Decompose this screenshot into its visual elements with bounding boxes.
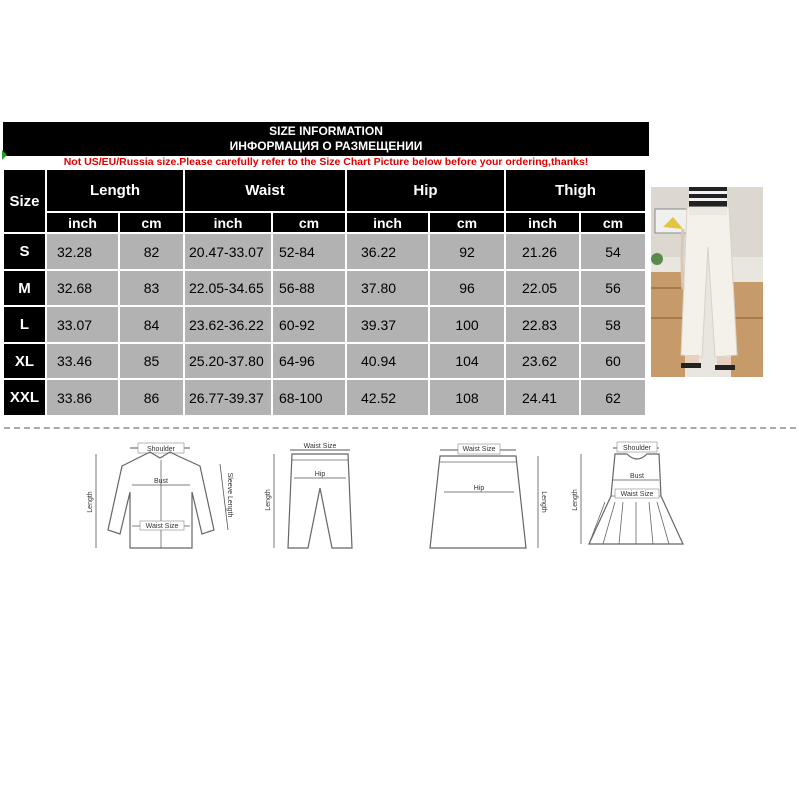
size-label-cell: XXL <box>4 380 45 415</box>
product-photo <box>651 187 763 377</box>
table-cell: 32.68 <box>47 271 118 305</box>
table-cell: 68-100 <box>273 380 345 415</box>
table-cell: 108 <box>430 380 504 415</box>
table-cell: 42.52 <box>347 380 428 415</box>
unit-header-cm: cm <box>430 213 504 232</box>
table-cell: 84 <box>120 307 183 342</box>
size-column-header: Size <box>4 170 45 232</box>
size-information-banner <box>3 122 649 156</box>
shirt-shoulder-label: Shoulder <box>146 446 176 453</box>
table-cell: 86 <box>120 380 183 415</box>
unit-header-inch: inch <box>506 213 579 232</box>
table-cell: 96 <box>430 271 504 305</box>
table-cell: 60-92 <box>273 307 345 342</box>
size-label-cell: S <box>4 234 45 269</box>
table-cell: 40.94 <box>347 344 428 378</box>
title-english: SIZE INFORMATION <box>269 124 383 138</box>
table-cell: 62 <box>581 380 645 415</box>
thigh-header: Thigh <box>506 170 645 211</box>
size-label-cell: XL <box>4 344 45 378</box>
table-cell: 20.47-33.07 <box>185 234 271 269</box>
table-cell: 39.37 <box>347 307 428 342</box>
skirt-hip-label: Hip <box>473 485 485 492</box>
table-cell: 26.77-39.37 <box>185 380 271 415</box>
table-cell: 24.41 <box>506 380 579 415</box>
table-cell: 104 <box>430 344 504 378</box>
size-notice: Not US/EU/Russia size.Please carefully refer to the Size Chart Picture below before your ordering,thanks! <box>63 156 589 168</box>
table-cell: 32.28 <box>47 234 118 269</box>
table-cell: 33.86 <box>47 380 118 415</box>
dress-diagram <box>572 440 695 560</box>
size-label-cell: L <box>4 307 45 342</box>
dress-waist-label: Waist Size <box>620 491 654 498</box>
table-cell: 23.62 <box>506 344 579 378</box>
shirt-bust-label: Bust <box>153 478 169 485</box>
hip-header: Hip <box>347 170 504 211</box>
unit-header-inch: inch <box>185 213 271 232</box>
dress-shoulder-label: Shoulder <box>622 445 652 452</box>
table-cell: 22.05 <box>506 271 579 305</box>
table-cell: 33.46 <box>47 344 118 378</box>
table-cell: 22.83 <box>506 307 579 342</box>
unit-header-cm: cm <box>581 213 645 232</box>
table-cell: 54 <box>581 234 645 269</box>
pants-length-label: Length <box>265 489 272 511</box>
table-cell: 56-88 <box>273 271 345 305</box>
title-russian: ИНФОРМАЦИЯ О РАЗМЕЩЕНИИ <box>229 139 423 153</box>
table-cell: 21.26 <box>506 234 579 269</box>
table-cell: 22.05-34.65 <box>185 271 271 305</box>
table-cell: 33.07 <box>47 307 118 342</box>
pants-hip-label: Hip <box>314 471 326 478</box>
unit-header-inch: inch <box>347 213 428 232</box>
table-cell: 58 <box>581 307 645 342</box>
table-cell: 23.62-36.22 <box>185 307 271 342</box>
table-cell: 85 <box>120 344 183 378</box>
table-cell: 56 <box>581 271 645 305</box>
shirt-waist-label: Waist Size <box>145 523 179 530</box>
table-cell: 37.80 <box>347 271 428 305</box>
dress-length-label: Length <box>572 489 579 511</box>
table-cell: 36.22 <box>347 234 428 269</box>
table-cell: 25.20-37.80 <box>185 344 271 378</box>
table-cell: 60 <box>581 344 645 378</box>
dress-bust-label: Bust <box>629 473 645 480</box>
unit-header-cm: cm <box>120 213 183 232</box>
table-cell: 100 <box>430 307 504 342</box>
shirt-diagram <box>80 440 240 560</box>
dashed-divider <box>4 427 796 429</box>
unit-header-inch: inch <box>47 213 118 232</box>
pants-waist-label: Waist Size <box>303 443 337 450</box>
length-header: Length <box>47 170 183 211</box>
skirt-diagram <box>420 440 550 560</box>
pants-diagram <box>262 440 372 560</box>
skirt-waist-label: Waist Size <box>462 446 496 453</box>
shirt-sleeve-label: Sleeve Length <box>226 472 233 518</box>
table-cell: 83 <box>120 271 183 305</box>
table-cell: 82 <box>120 234 183 269</box>
table-cell: 64-96 <box>273 344 345 378</box>
waist-header: Waist <box>185 170 345 211</box>
unit-header-cm: cm <box>273 213 345 232</box>
skirt-length-label: Length <box>540 491 547 513</box>
size-label-cell: M <box>4 271 45 305</box>
table-cell: 92 <box>430 234 504 269</box>
table-cell: 52-84 <box>273 234 345 269</box>
shirt-length-label: Length <box>87 491 94 513</box>
